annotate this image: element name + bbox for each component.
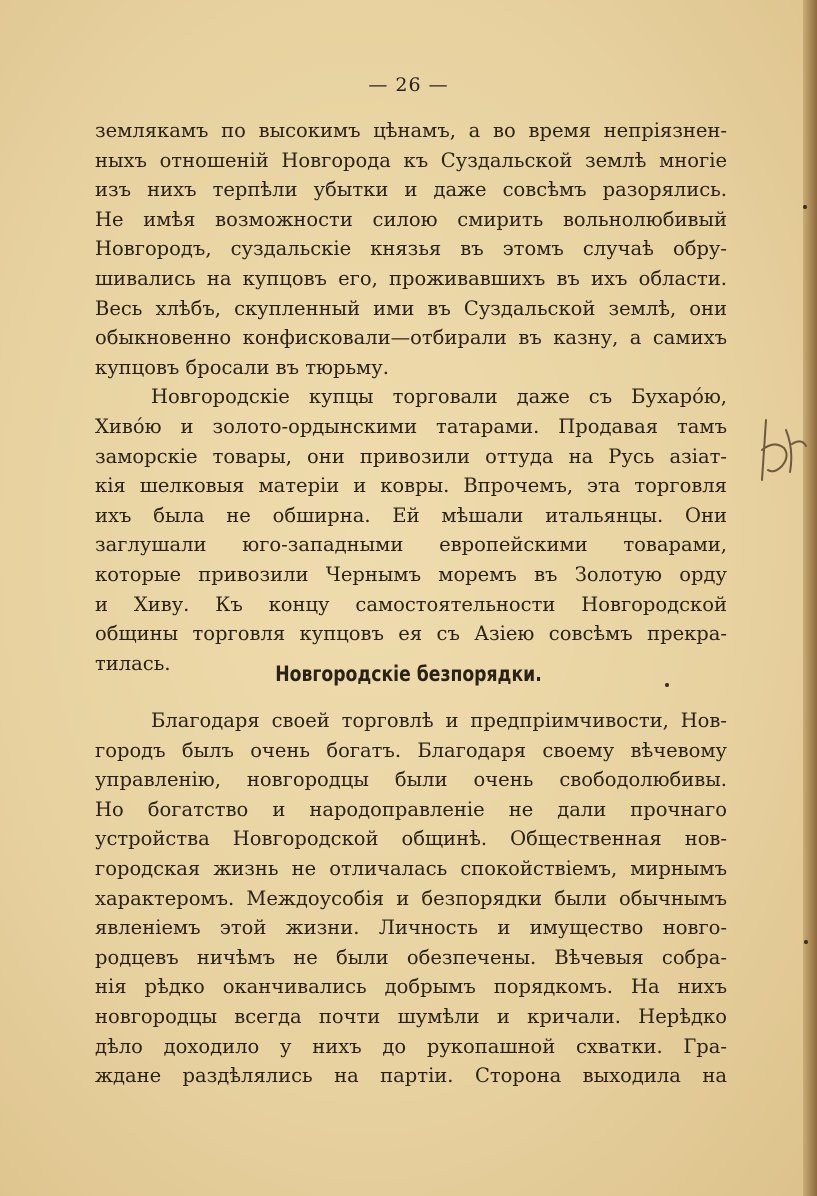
text-line: Новгородъ, суздальскіе князья въ этомъ случаѣ обру-: [95, 237, 727, 261]
text-line: и Хиву. Къ концу самостоятельности Новгородской: [95, 592, 727, 616]
text-line: характеромъ. Междоусобія и безпорядки были обычнымъ: [95, 886, 727, 910]
text-line: ныхъ отношеній Новгорода къ Суздальской землѣ многіе: [95, 148, 727, 172]
text-line: новгородцы всегда почти шумѣли и кричали. Нерѣдко: [95, 1004, 727, 1028]
text-line: землякамъ по высокимъ цѣнамъ, а во время непріязнен-: [95, 119, 727, 142]
paragraph-block-top: [95, 116, 727, 678]
speck: [665, 683, 669, 687]
text-line: Но богатство и народоправленіе не дали прочнаго: [95, 797, 727, 821]
speck: [804, 940, 808, 944]
text-line: устройства Новгородской общинѣ. Общественная нов-: [95, 827, 727, 851]
page-edge: [803, 0, 817, 1196]
section-heading: Новгородскіе безпорядки.: [275, 662, 542, 686]
text-line: нія рѣдко оканчивались добрымъ порядкомъ. На нихъ: [95, 975, 727, 999]
text-line: тилась.: [95, 651, 171, 675]
text-line: ихъ была не обширна. Ей мѣшали итальянцы. Они: [95, 503, 727, 527]
text-line: городская жизнь не отличалась спокойствіемъ, мирнымъ: [95, 856, 727, 880]
text-line: заморскіе товары, они привозили оттуда на Русь азіат-: [95, 444, 727, 468]
text-line: Хивóю и золото-ордынскими татарами. Продавая тамъ: [95, 414, 727, 438]
text-line: Благодаря своей торговлѣ и предпріимчивости, Нов-: [151, 709, 727, 732]
handwritten-margin-mark-icon: [760, 410, 810, 490]
text-line: обыкновенно конфисковали—отбирали въ казну, а самихъ: [95, 326, 727, 350]
text-line: купцовъ бросали въ тюрьму.: [95, 355, 389, 379]
text-line: ждане раздѣлялись на партіи. Сторона выходила на: [95, 1064, 727, 1088]
text-line: управленію, новгородцы были очень свободолюбивы.: [95, 768, 727, 792]
text-line: городъ былъ очень богатъ. Благодаря своему вѣчевому: [95, 738, 727, 762]
text-line: которые привозили Чернымъ моремъ въ Золотую орду: [95, 562, 727, 586]
text-line: заглушали юго-западными европейскими товарами,: [95, 533, 727, 557]
text-line: дѣло доходило у нихъ до рукопашной схватки. Гра-: [95, 1034, 727, 1058]
paragraph-block-bottom: [95, 706, 727, 1091]
text-line: родцевъ ничѣмъ не были обезпечены. Вѣчевыя собра-: [95, 945, 727, 969]
text-line: изъ нихъ терпѣли убытки и даже совсѣмъ разорялись.: [95, 178, 727, 202]
page-number: — 26 —: [368, 74, 449, 96]
text-line: явленіемъ этой жизни. Личность и имущество новго-: [95, 916, 727, 940]
text-line: Весь хлѣбъ, скупленный ими въ Суздальской землѣ, они: [95, 296, 727, 320]
text-line: общины торговля купцовъ ея съ Азіею совсѣмъ прекра-: [95, 622, 727, 646]
text-line: кія шелковыя матеріи и ковры. Впрочемъ, эта торговля: [95, 474, 727, 498]
text-line: Новгородскіе купцы торговали даже съ Бухарóю,: [151, 385, 727, 409]
text-line: шивались на купцовъ его, проживавшихъ въ ихъ области.: [95, 266, 727, 290]
speck: [803, 205, 807, 209]
text-line: Не имѣя возможности силою смирить вольнолюбивый: [95, 207, 727, 231]
